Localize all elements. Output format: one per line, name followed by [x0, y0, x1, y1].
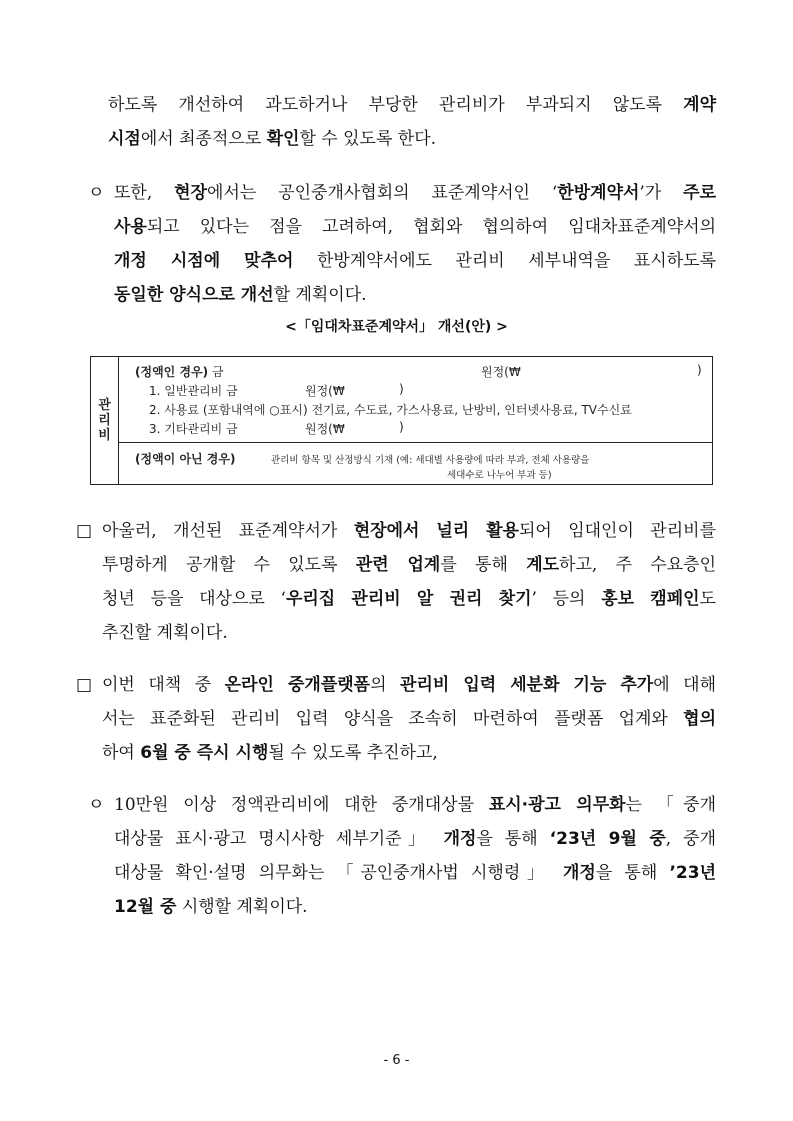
fixed-won-label: 원정(₩: [481, 365, 521, 379]
bold-text: 표시·광고 의무화: [488, 795, 626, 815]
bold-text: 계도: [526, 555, 560, 575]
text-line: [102, 514, 716, 548]
text: ’ 등의: [531, 589, 602, 609]
text: 10만원 이상 정액관리비에 대한 중개대상물: [114, 795, 489, 815]
usage-fee-item: 2. 사용료 (포함내역에 ○표시) 전기료, 수도료, 가스사용료, 난방비, 인터넷사용료, TV수신료: [149, 403, 632, 417]
variable-fee-desc: 관리비 항목 및 산정방식 기재 (예: 세대별 사용량에 따라 부과, 전체 사용량을: [271, 455, 590, 466]
text: ’가: [639, 183, 684, 203]
text-line: [114, 176, 716, 210]
text: 을 통해: [595, 863, 670, 883]
side-label-char: 비: [98, 428, 111, 443]
text: 한방계약서에도 관리비 세부내역을 표시하도록: [293, 251, 716, 271]
fixed-fee-title: [135, 363, 224, 380]
paragraph-continuation: [108, 88, 716, 156]
bold-text: 확인: [266, 129, 300, 149]
text: 하도록 개선하여 과도하거나 부당한 관리비가 부과되지 않도록: [108, 95, 684, 115]
text: 되어 임대인이 관리비를: [518, 521, 716, 541]
text: 하여: [102, 743, 141, 763]
text: 대상물 표시·광고 명시사항 세부기준」: [114, 829, 444, 849]
bold-text: 개정: [562, 863, 596, 883]
bold-text: 한방계약서: [557, 183, 640, 203]
text: 아울러, 개선된 표준계약서가: [102, 521, 354, 541]
text: 을 통해: [476, 829, 550, 849]
bold-text: ’23년: [669, 863, 716, 883]
bold-text: 12월 중: [114, 897, 177, 917]
text: 에서는 공인중개사협회의 표준계약서인 ‘: [207, 183, 558, 203]
general-fee-won: 원정(₩: [305, 384, 345, 398]
general-fee-close: ): [399, 382, 404, 396]
text: 또한,: [114, 183, 175, 203]
bold-text: 관련 업계: [355, 555, 441, 575]
bold-text: ‘23년 9월 중: [549, 829, 666, 849]
text: 에서 최종적으로: [140, 129, 267, 149]
bold-text: 주로: [683, 183, 717, 203]
text-line: [102, 548, 716, 582]
square-bullet: □: [76, 521, 93, 541]
bold-text: 시점: [108, 129, 141, 149]
variable-fee-desc-cont: 세대수로 나누어 부과 등): [447, 470, 552, 481]
paragraph-advertising: [114, 788, 716, 924]
bold-text: 관리비 입력 세분화 기능 추가: [400, 675, 654, 695]
page-number: - 6 -: [383, 1053, 410, 1068]
variable-fee-section: [119, 443, 712, 484]
bold-text: 계약: [683, 95, 716, 115]
text-line: [114, 278, 716, 312]
figure-caption: <「임대차표준계약서」 개선(안) >: [285, 319, 508, 335]
text-line: [114, 856, 716, 890]
side-label-char: 관: [98, 398, 111, 413]
side-label: [91, 357, 119, 484]
text-line: [108, 88, 716, 122]
variable-fee-title: [135, 450, 235, 467]
text-line: [114, 244, 716, 278]
bold-text: 개정: [443, 829, 477, 849]
bold-text: 온라인 중개플랫폼: [224, 675, 371, 695]
other-fee-close: ): [399, 420, 404, 434]
text: 금: [208, 365, 224, 379]
text-line: [114, 788, 716, 822]
bold-text: (정액인 경우): [135, 365, 209, 379]
text: 할 수 있도록 한다.: [299, 129, 437, 149]
fixed-won-close: ): [697, 363, 702, 377]
text-line: [102, 702, 716, 736]
circle-bullet: ㅇ: [88, 795, 105, 815]
side-label-char: 리: [98, 413, 111, 428]
text: 대상물 확인·설명 의무화는 「공인중개사법 시행령」: [114, 863, 563, 883]
text-line: [114, 210, 716, 244]
maintenance-fee-form: [90, 356, 713, 485]
text-line: [102, 668, 716, 702]
text-line: [102, 736, 716, 770]
text: 에 대해: [653, 675, 717, 695]
text: 되고 있다는 점을 고려하여, 협회와 협의하여 임대차표준계약서의: [146, 217, 716, 237]
bold-text: 우리집 관리비 알 권리 찾기: [285, 589, 532, 609]
fixed-fee-section: [119, 357, 712, 443]
paragraph-campaign: [102, 514, 716, 650]
bold-text: 협의: [683, 709, 716, 729]
text: 서는 표준화된 관리비 입력 양식을 조속히 마련하여 플랫폼 업계와: [102, 709, 684, 729]
bold-text: 현장: [174, 183, 208, 203]
paragraph-platform: [102, 668, 716, 770]
text: 이번 대책 중: [102, 675, 225, 695]
circle-bullet: ㅇ: [88, 183, 105, 203]
bold-text: 동일한 양식으로 개선: [114, 285, 274, 305]
square-bullet: □: [76, 675, 93, 695]
text: 하고, 주 수요층인: [559, 555, 716, 575]
bold-text: (정액이 아닌 경우): [135, 452, 236, 466]
bold-text: 사용: [114, 217, 147, 237]
paragraph-hanbang: [114, 176, 716, 312]
text-line: [114, 890, 716, 924]
text: 될 수 있도록 추진하고,: [268, 743, 438, 763]
bold-text: 개정 시점에 맞추어: [114, 251, 294, 271]
text: 시행할 계획이다.: [176, 897, 308, 917]
general-fee-item: 1. 일반관리비 금: [149, 384, 238, 398]
text: 청년 등을 대상으로 ‘: [102, 589, 286, 609]
text: 도: [699, 589, 716, 609]
text: 의: [370, 675, 401, 695]
text: 투명하게 공개할 수 있도록: [102, 555, 356, 575]
text: 는 「중개: [625, 795, 717, 815]
other-fee-won: 원정(₩: [305, 422, 345, 436]
text: , 중개: [665, 829, 716, 849]
text: 를 통해: [440, 555, 527, 575]
bold-text: 현장에서 널리 활용: [353, 521, 519, 541]
bold-text: 6월 중 즉시 시행: [140, 743, 269, 763]
text-line: [102, 582, 716, 616]
text: 할 계획이다.: [273, 285, 367, 305]
bold-text: 홍보 캠페인: [601, 589, 700, 609]
text-line: [114, 822, 716, 856]
other-fee-item: 3. 기타관리비 금: [149, 422, 238, 436]
text: 추진할 계획이다.: [102, 623, 228, 643]
text-line: [102, 616, 716, 650]
text-line: [108, 122, 716, 156]
